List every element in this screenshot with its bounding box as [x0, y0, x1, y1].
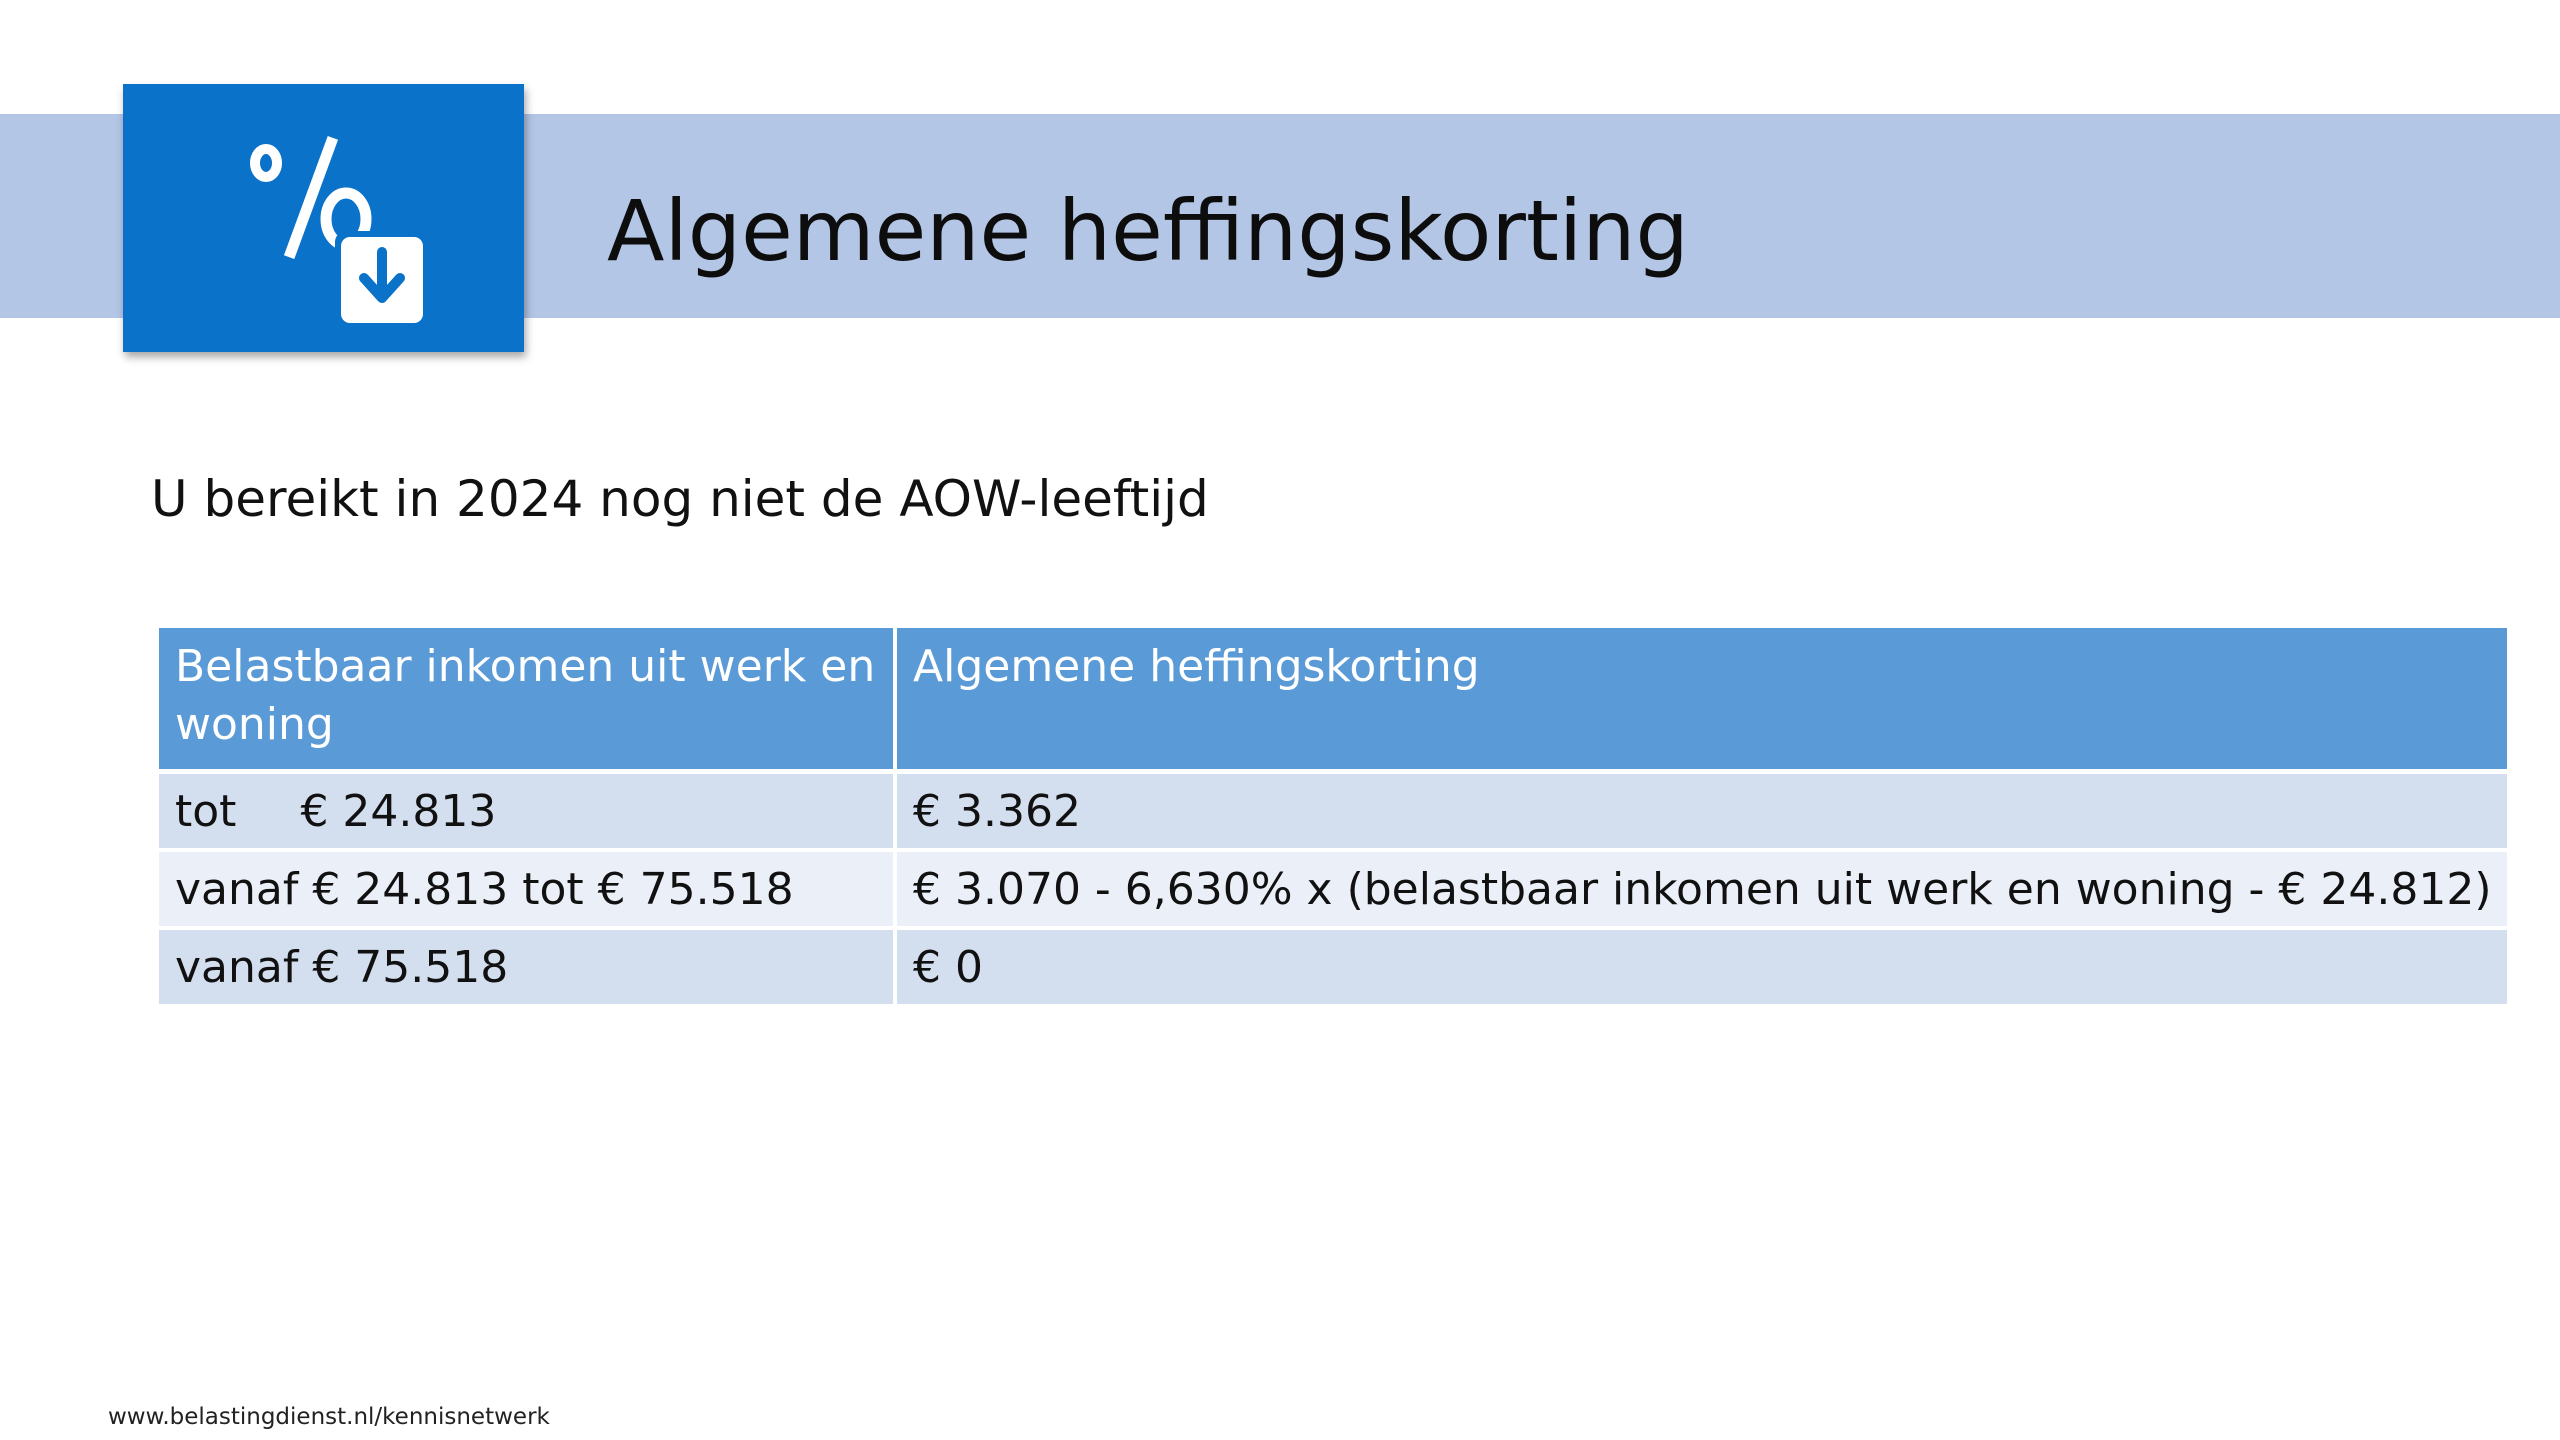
income-value: € 24.813: [300, 785, 497, 837]
footer-url: www.belastingdienst.nl/kennisnetwerk: [108, 1404, 550, 1430]
credit-column-header: Algemene heffingskorting: [895, 628, 2507, 772]
credit-cell: € 3.362: [895, 772, 2507, 851]
income-cell: vanaf € 75.518: [159, 928, 895, 1004]
table-row: [159, 928, 2507, 1004]
percent-download-icon: [123, 84, 524, 352]
credit-cell: € 3.070 - 6,630% x (belastbaar inkomen uit werk en woning - € 24.812): [895, 850, 2507, 928]
income-prefix: tot: [175, 785, 237, 837]
income-column-header: Belastbaar inkomen uit werk en woning: [159, 628, 895, 772]
table-header-row: [159, 628, 2507, 772]
table-row: [159, 850, 2507, 928]
credit-cell: € 0: [895, 928, 2507, 1004]
heffingskorting-table: [159, 628, 2507, 1004]
table-row: [159, 772, 2507, 851]
income-cell: [159, 772, 895, 851]
slide-title: Algemene heffingskorting: [607, 182, 1689, 280]
income-cell: vanaf € 24.813 tot € 75.518: [159, 850, 895, 928]
slide-subtitle: U bereikt in 2024 nog niet de AOW-leeftijd: [151, 470, 1209, 528]
